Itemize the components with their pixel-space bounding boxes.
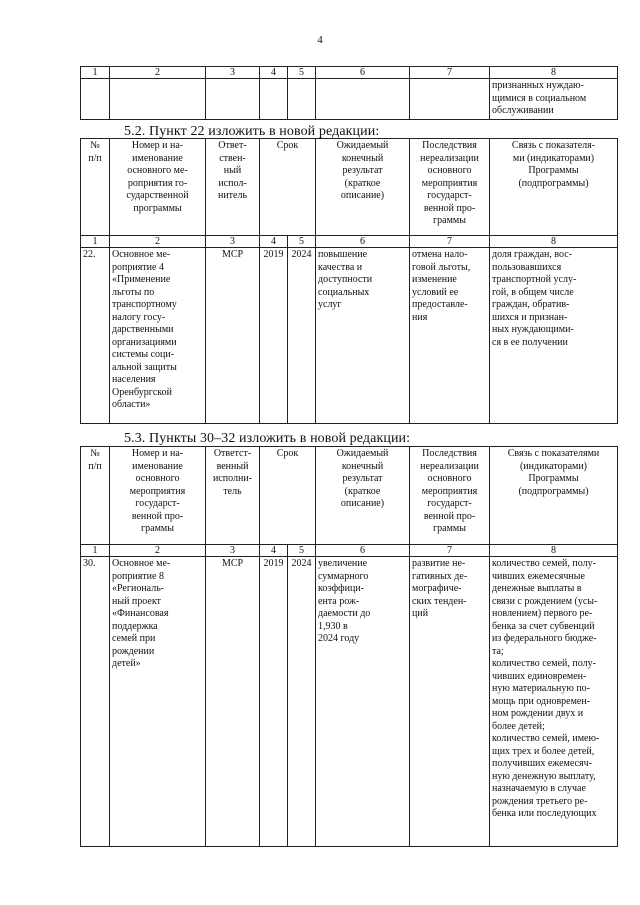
header-link: Связь с показателями (индикаторами) Программы (подпрограммы) bbox=[490, 447, 618, 545]
measure-name: Основное ме- роприятие 4 «Применение льготы по транспортному налогу госу- дарственными организациями системы соци- альной защиты населения Оренбургской области» bbox=[110, 248, 206, 424]
header-name: Номер и на- именование основного мероприятия государст- венной про- граммы bbox=[110, 447, 206, 545]
header-term: Срок bbox=[260, 139, 316, 236]
indicator-link: количество семей, полу- чивших ежемесячные денежные выплаты в связи с рождением (усы- новлением) первого ре- бенка за счет субвенций из федерального бюдже- та; количество семей, полу- чивших единовремен- ную материальную по- мощь при одновремен- ном рождении двух и более детей; количество семей, имею- щих трех и более детей, получивших ежемесяч- ную денежную выплату, назначаемую в случае рождения третьего ре- бенка или последующих bbox=[490, 557, 618, 847]
header-responsible: Ответст- венный исполни- тель bbox=[206, 447, 260, 545]
indicator-link: доля граждан, вос- пользовавшихся транспортной услу- гой, в общем числе граждан, обратив- шихся и признан- ных нуждающими- ся в ее получении bbox=[490, 248, 618, 424]
column-number-row bbox=[81, 545, 618, 557]
expected-result: повышение качества и доступности социальных услуг bbox=[316, 248, 410, 424]
column-number: 8 bbox=[490, 67, 618, 79]
responsible-executor: МСР bbox=[206, 557, 260, 847]
header-row bbox=[81, 139, 618, 236]
column-number: 1 bbox=[81, 67, 110, 79]
term-end: 2024 bbox=[288, 557, 316, 847]
column-number: 1 bbox=[81, 545, 110, 557]
header-consequences: Последствия нереализации основного мероприятия государст- венной про- граммы bbox=[410, 139, 490, 236]
header-term: Срок bbox=[260, 447, 316, 545]
header-link: Связь с показателя- ми (индикаторами) Программы (подпрограммы) bbox=[490, 139, 618, 236]
column-number: 3 bbox=[206, 67, 260, 79]
measure-name: Основное ме- роприятие 8 «Региональ- ный проект «Финансовая поддержка семей при рождении детей» bbox=[110, 557, 206, 847]
page-number: 4 bbox=[317, 34, 323, 46]
header-expected: Ожидаемый конечный результат (краткое описание) bbox=[316, 447, 410, 545]
section-heading: 5.3. Пункты 30–32 изложить в новой редакции: bbox=[124, 431, 411, 446]
responsible-executor: МСР bbox=[206, 248, 260, 424]
column-number: 8 bbox=[490, 545, 618, 557]
column-number: 1 bbox=[81, 236, 110, 248]
header-name: Номер и на- именование основного ме- роприятия го- сударственной программы bbox=[110, 139, 206, 236]
continuation-table bbox=[80, 66, 618, 120]
column-number: 2 bbox=[110, 545, 206, 557]
column-number: 2 bbox=[110, 67, 206, 79]
column-number: 8 bbox=[490, 236, 618, 248]
column-number: 7 bbox=[410, 236, 490, 248]
term-start: 2019 bbox=[260, 248, 288, 424]
column-number: 4 bbox=[260, 545, 288, 557]
header-num: № п/п bbox=[81, 139, 110, 236]
column-number: 2 bbox=[110, 236, 206, 248]
column-number: 4 bbox=[260, 67, 288, 79]
expected-result: увеличение суммарного коэффици- ента рож- даемости до 1,930 в 2024 году bbox=[316, 557, 410, 847]
column-number: 4 bbox=[260, 236, 288, 248]
section-heading: 5.2. Пункт 22 изложить в новой редакции: bbox=[124, 124, 380, 139]
column-number: 3 bbox=[206, 545, 260, 557]
table-row bbox=[81, 79, 618, 120]
column-number-row bbox=[81, 67, 618, 79]
consequences: отмена нало- говой льготы, изменение условий ее предоставле- ния bbox=[410, 248, 490, 424]
column-number: 5 bbox=[288, 545, 316, 557]
term-end: 2024 bbox=[288, 248, 316, 424]
table-row bbox=[81, 248, 618, 424]
header-expected: Ожидаемый конечный результат (краткое описание) bbox=[316, 139, 410, 236]
link-cell: признанных нуждаю- щимися в социальном обслуживании bbox=[490, 79, 618, 120]
term-start: 2019 bbox=[260, 557, 288, 847]
header-row bbox=[81, 447, 618, 545]
item-22-table bbox=[80, 138, 618, 424]
header-consequences: Последствия нереализации основного мероприятия государст- венной про- граммы bbox=[410, 447, 490, 545]
column-number: 3 bbox=[206, 236, 260, 248]
column-number: 6 bbox=[316, 545, 410, 557]
header-responsible: Ответ- ствен- ный испол- нитель bbox=[206, 139, 260, 236]
table-row bbox=[81, 557, 618, 847]
column-number: 6 bbox=[316, 236, 410, 248]
items-30-32-table bbox=[80, 446, 618, 847]
header-num: № п/п bbox=[81, 447, 110, 545]
row-number: 30. bbox=[81, 557, 110, 847]
row-number: 22. bbox=[81, 248, 110, 424]
consequences: развитие не- гативных де- мографиче- ских тенден- ций bbox=[410, 557, 490, 847]
column-number: 5 bbox=[288, 236, 316, 248]
column-number: 5 bbox=[288, 67, 316, 79]
column-number-row bbox=[81, 236, 618, 248]
column-number: 6 bbox=[316, 67, 410, 79]
column-number: 7 bbox=[410, 67, 490, 79]
column-number: 7 bbox=[410, 545, 490, 557]
